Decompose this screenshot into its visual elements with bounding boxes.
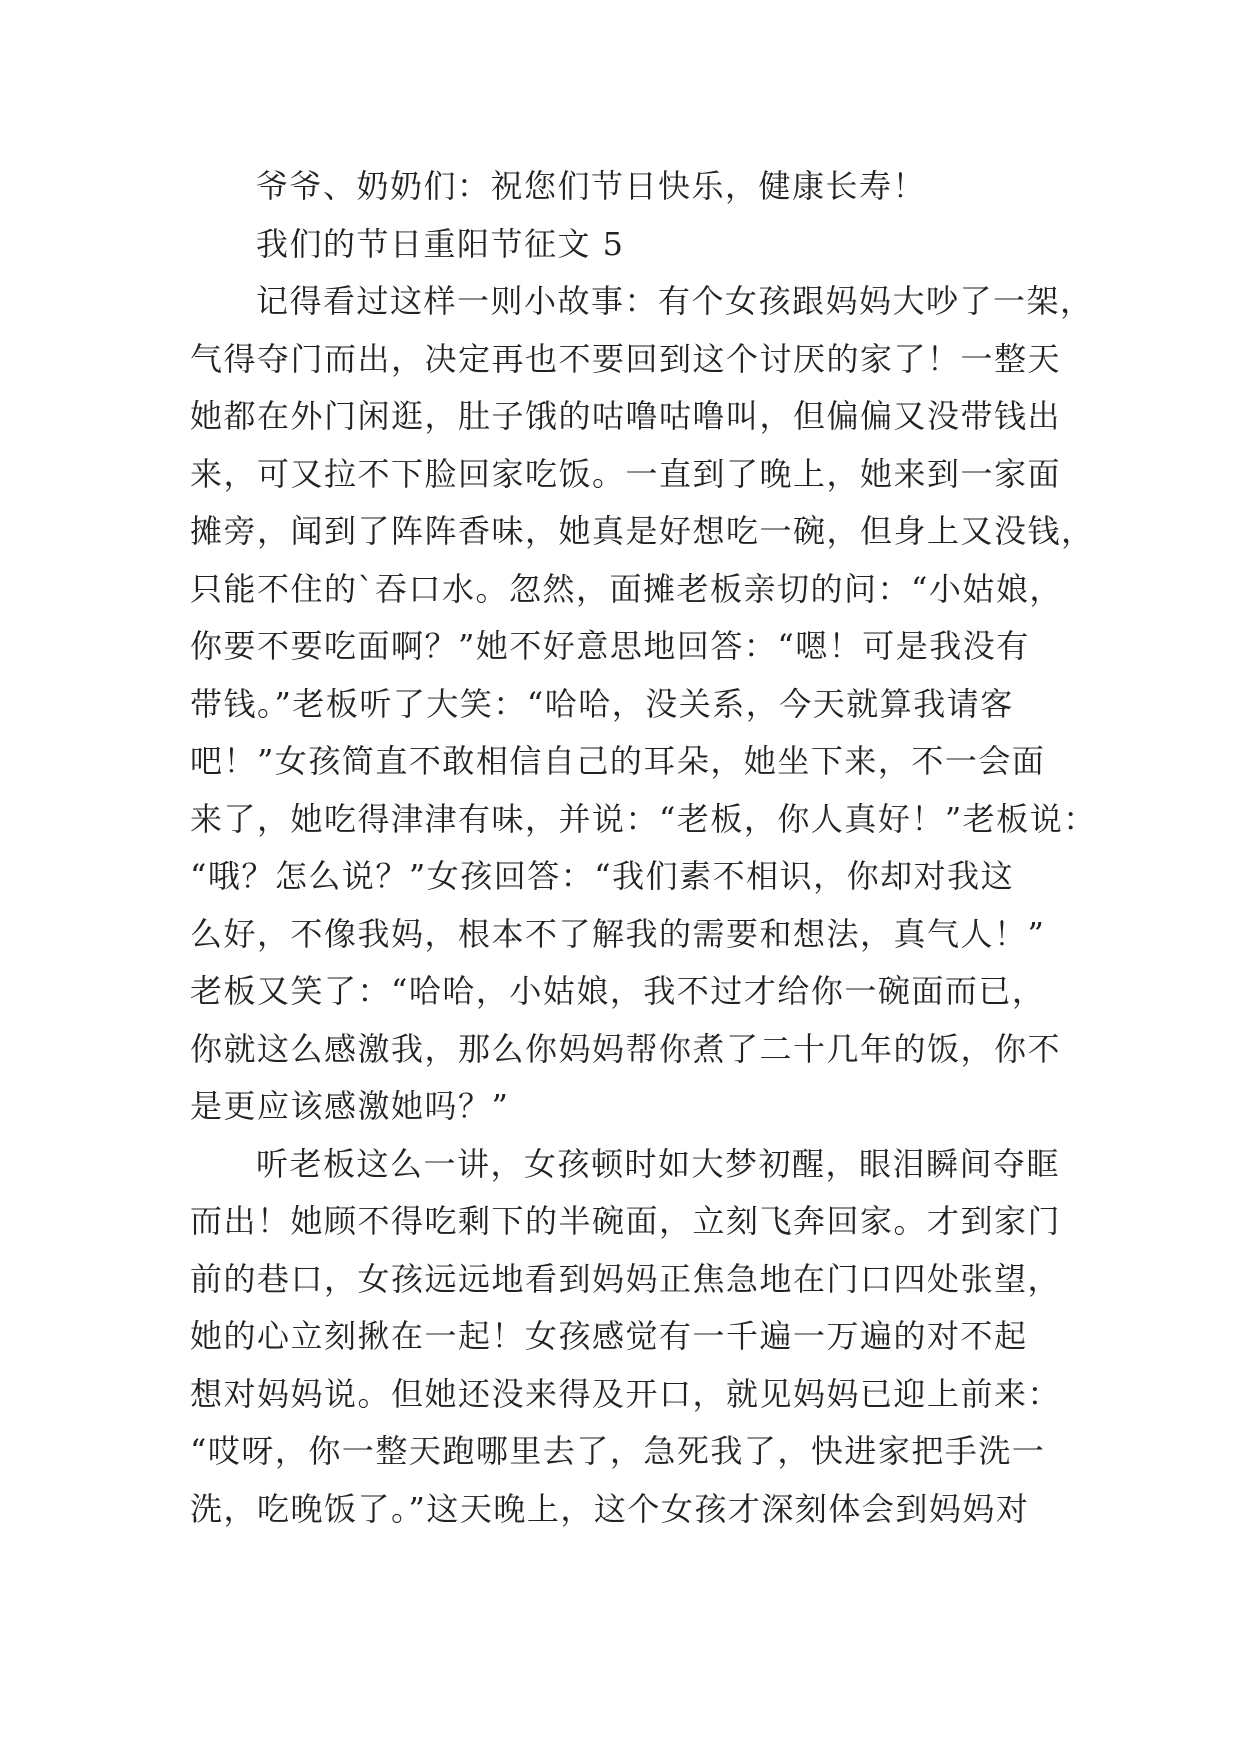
text-line: 是更应该感激她吗？”: [190, 1087, 510, 1125]
text-line: 摊旁，闻到了阵阵香味，她真是好想吃一碗，但身上又没钱，: [190, 512, 1095, 550]
text-line: 老板又笑了：“哈哈，小姑娘，我不过才给你一碗面而已，: [190, 972, 1046, 1010]
text-line: 只能不住的`吞口水。忽然，面摊老板亲切的问：“小姑娘，: [190, 569, 1063, 608]
text-line: 记得看过这样一则小故事：有个女孩跟妈妈大吵了一架，: [256, 282, 1094, 320]
text-line: 气得夺门而出，决定再也不要回到这个讨厌的家了！一整天: [190, 339, 1062, 378]
text-line: 吧！”女孩简直不敢相信自己的耳朵，她坐下来，不一会面: [190, 742, 1046, 780]
text-line: “哦？怎么说？”女孩回答：“我们素不相识，你却对我这: [190, 857, 1015, 895]
text-line: 前的巷口，女孩远远地看到妈妈正焦急地在门口四处张望，: [190, 1259, 1062, 1298]
text-line: 你要不要吃面啊？”她不好意思地回答：“嗯！可是我没有: [190, 627, 1030, 665]
text-line: 而出！她顾不得吃剩下的半碗面，立刻飞奔回家。才到家门: [190, 1202, 1062, 1240]
text-line: 你就这么感激我，那么你妈妈帮你煮了二十几年的饭，你不: [190, 1029, 1062, 1068]
text-line: 来，可又拉不下脸回家吃饭。一直到了晚上，她来到一家面: [190, 454, 1062, 493]
text-line: 带钱。”老板听了大笑：“哈哈，没关系，今天就算我请客: [190, 684, 1014, 723]
text-line: 她都在外门闲逛，肚子饿的咕噜咕噜叫，但偏偏又没带钱出: [190, 397, 1062, 435]
text-line: 她的心立刻揪在一起！女孩感觉有一千遍一万遍的对不起: [190, 1317, 1028, 1355]
text-line: “哎呀，你一整天跑哪里去了，急死我了，快进家把手洗一: [190, 1432, 1046, 1470]
text-line: 爷爷、奶奶们：祝您们节日快乐，健康长寿！: [256, 167, 927, 205]
text-line: 么好，不像我妈，根本不了解我的需要和想法，真气人！”: [190, 914, 1046, 953]
text-line: 想对妈妈说。但她还没来得及开口，就见妈妈已迎上前来：: [190, 1374, 1062, 1413]
document-body: [190, 158, 1097, 1538]
text-line: 洗，吃晚饭了。”这天晚上，这个女孩才深刻体会到妈妈对: [190, 1489, 1030, 1528]
text-line: 来了，她吃得津津有味，并说：“老板，你人真好！”老板说：: [190, 799, 1097, 838]
text-line: 听老板这么一讲，女孩顿时如大梦初醒，眼泪瞬间夺眶: [256, 1144, 1061, 1183]
section-heading: 我们的节日重阳节征文 5: [256, 224, 625, 263]
